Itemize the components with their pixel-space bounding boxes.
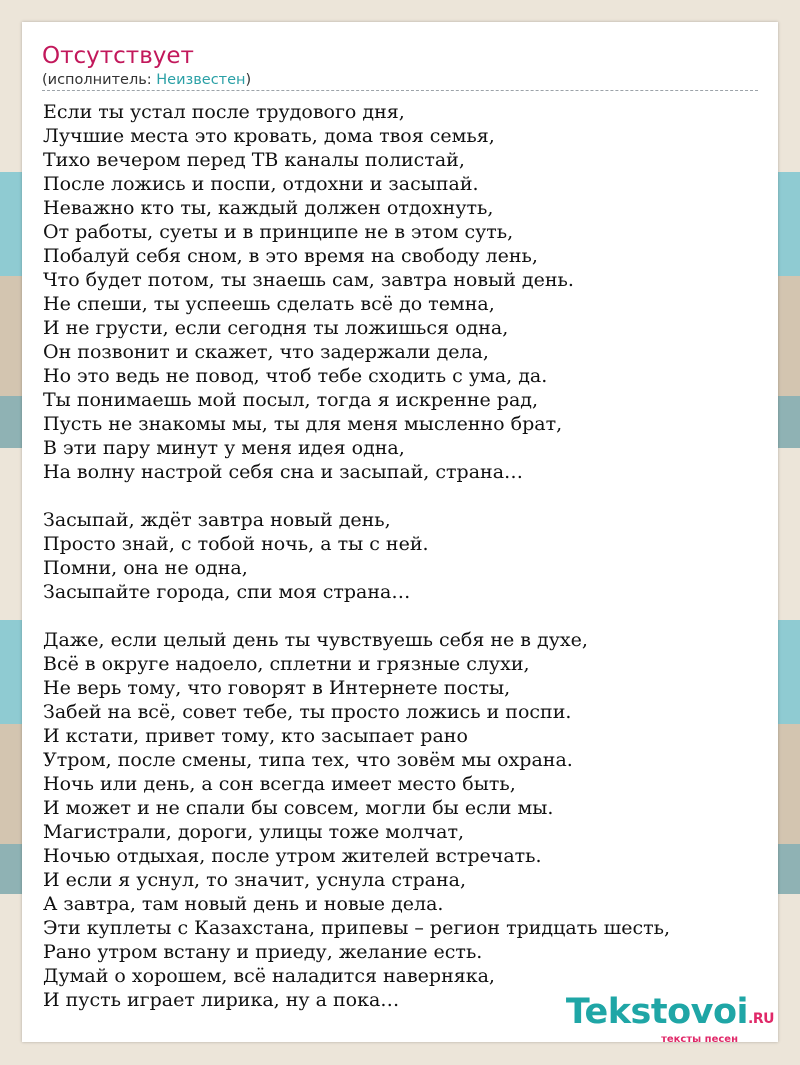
- dashed-divider: [42, 90, 758, 91]
- artist-link[interactable]: Неизвестен: [156, 72, 246, 88]
- song-title: Отсутствует: [42, 43, 194, 69]
- artist-prefix: (исполнитель:: [42, 72, 157, 88]
- logo-wordmark: [566, 994, 774, 1037]
- lyrics-card: [22, 22, 778, 1042]
- logo-tld: .RU: [748, 1011, 774, 1027]
- lyrics-text: Если ты устал после трудового дня, Лучшие места это кровать, дома твоя семья, Тихо вечером перед ТВ каналы полистай, После ложись и поспи, отдохни и засыпай. Неважно кто ты, каждый должен отдохнуть, От работы, суеты и в принципе не в этом суть, Побалуй себя сном, в это время на свободу лень, Что будет потом, ты знаешь сам, завтра новый день. Не спеши, ты успеешь сделать всё до темна, И не грусти, если сегодня ты ложишься одна, Он позвонит и скажет, что задержали дела, Но это ведь не повод, чтоб тебе сходить с ума, да. Ты понимаешь мой посыл, тогда я искренне рад, Пусть не знакомы мы, ты для меня мысленно брат, В эти пару минут у меня идея одна, На волну настрой себя сна и засыпай, страна… Засыпай, ждёт завтра новый день, Просто знай, с тобой ночь, а ты с ней. Помни, она не одна, Засыпайте города, спи моя страна… Даже, если целый день ты чувствуешь себя не в духе, Всё в округе надоело, сплетни и грязные слухи, Не верь тому, что говорят в Интернете посты, Забей на всё, совет тебе, ты просто ложись и поспи. И кстати, привет тому, кто засыпает рано Утром, после смены, типа тех, что зовём мы охрана. Ночь или день, а сон всегда имеет место быть, И может и не спали бы совсем, могли бы если мы. Магистрали, дороги, улицы тоже молчат, Ночью отдыхая, после утром жителей встречать. И если я уснул, то значит, уснула страна, А завтра, там новый день и новые дела. Эти куплеты с Казахстана, припевы – регион тридцать шесть, Рано утром встану и приеду, желание есть. Думай о хорошем, всё наладится наверняка, И пусть играет лирика, ну а пока…: [43, 101, 671, 1011]
- site-logo[interactable]: [566, 994, 774, 1045]
- artist-line: [42, 71, 251, 89]
- logo-tagline: тексты песен: [661, 1034, 738, 1045]
- logo-name: Tekstovoi: [565, 992, 749, 1032]
- artist-suffix: ): [245, 72, 252, 88]
